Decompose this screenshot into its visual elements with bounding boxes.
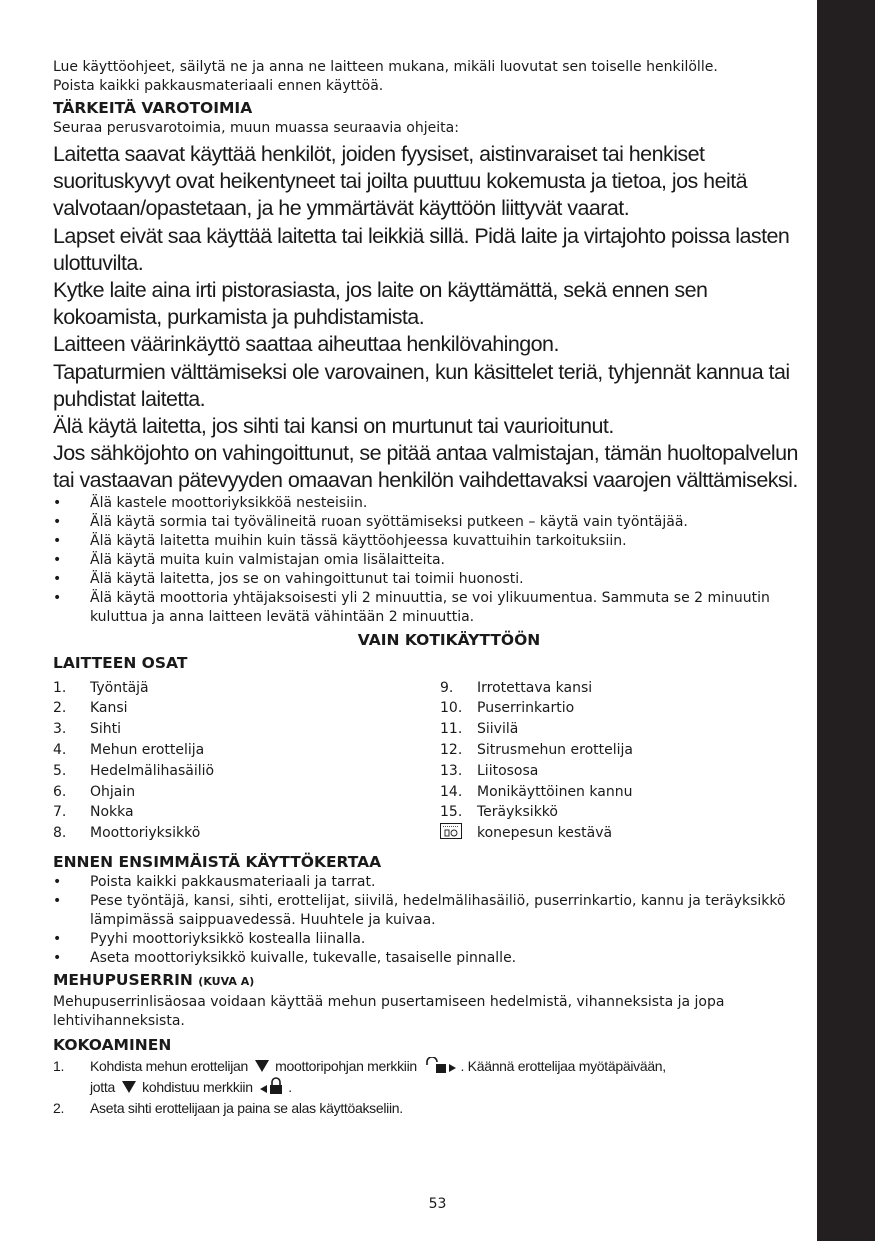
list-item: 5. Hedelmälihasäiliö bbox=[53, 762, 215, 779]
list-item: 2. Kansi bbox=[53, 700, 128, 717]
parts-list bbox=[53, 678, 805, 846]
safety-bullet-list bbox=[53, 494, 805, 627]
list-item: • Pyyhi moottoriyksikkö kostealla liinalla. bbox=[53, 930, 805, 949]
list-item: • Älä kastele moottoriyksikköä nesteisiin. bbox=[53, 494, 805, 513]
dishwasher-icon-wrap bbox=[440, 823, 477, 846]
list-item: • Älä käytä laitetta, jos se on vahingoittunut tai toimii huonosti. bbox=[53, 570, 805, 589]
alignment-triangle-icon bbox=[255, 1060, 269, 1072]
list-item: • Älä käytä laitetta muihin kuin tässä käyttöohjeessa kuvattuihin tarkoituksiin. bbox=[53, 532, 805, 551]
lock-icon bbox=[259, 1077, 285, 1094]
list-item: 7. Nokka bbox=[53, 804, 134, 821]
dishwasher-icon bbox=[440, 823, 462, 839]
juicer-text: Mehupuserrinlisäosaa voidaan käyttää mehun pusertamiseen hedelmistä, vihanneksista ja jopa lehtivihanneksista. bbox=[53, 994, 725, 1030]
parts-heading: LAITTEEN OSAT bbox=[53, 653, 188, 672]
list-item: 12. Sitrusmehun erottelija bbox=[440, 742, 633, 759]
warning-paragraph: Laitteen väärinkäyttö saattaa aiheuttaa henkilövahingon. bbox=[53, 332, 559, 357]
home-use-notice: VAIN KOTIKÄYTTÖÖN bbox=[357, 630, 541, 649]
figure-reference: (KUVA A) bbox=[198, 975, 255, 989]
juicer-heading: MEHUPUSERRIN (KUVA A) bbox=[53, 971, 255, 990]
assembly-heading: KOKOAMINEN bbox=[53, 1036, 172, 1055]
before-first-use-list bbox=[53, 873, 805, 968]
parts-column-left bbox=[53, 678, 440, 846]
section-sidebar bbox=[817, 0, 875, 1241]
safety-heading: TÄRKEITÄ VAROTOIMIA bbox=[53, 99, 253, 117]
list-item: 11. Siivilä bbox=[440, 721, 519, 738]
list-item: 3. Sihti bbox=[53, 721, 122, 738]
warning-paragraph: Älä käytä laitetta, jos sihti tai kansi on murtunut tai vaurioitunut. bbox=[53, 414, 614, 439]
safety-lead: Seuraa perusvarotoimia, muun muassa seuraavia ohjeita: bbox=[53, 120, 459, 136]
step-text: Kohdista mehun erottelijan moottoripohjan merkkiin . Käännä erottelijaa myötäpäivään, jotta kohdistuu merkkiin . bbox=[90, 1058, 666, 1096]
warning-paragraph: Lapset eivät saa käyttää laitetta tai leikkiä sillä. Pidä laite ja virtajohto poissa lasten ulottuvilta. bbox=[53, 223, 790, 275]
list-item: • Aseta moottoriyksikkö kuivalle, tukevalle, tasaiselle pinnalle. bbox=[53, 949, 805, 968]
list-item: 10. Puserrinkartio bbox=[440, 700, 575, 717]
list-item: 4. Mehun erottelija bbox=[53, 742, 205, 759]
page-number: 53 bbox=[428, 1196, 447, 1212]
page-content bbox=[53, 58, 805, 1119]
intro-line: Lue käyttöohjeet, säilytä ne ja anna ne laitteen mukana, mikäli luovutat sen toiselle henkilölle. bbox=[53, 59, 718, 75]
warning-paragraph: Tapaturmien välttämiseksi ole varovainen, kun käsittelet teriä, tyhjennät kannua tai puhdistat laitetta. bbox=[53, 359, 790, 411]
list-item: • Poista kaikki pakkausmateriaali ja tarrat. bbox=[53, 873, 805, 892]
assembly-steps bbox=[53, 1056, 805, 1119]
list-item: 6. Ohjain bbox=[53, 783, 136, 800]
list-item: konepesun kestävä bbox=[440, 823, 805, 846]
intro-line: Poista kaikki pakkausmateriaali ennen käyttöä. bbox=[53, 78, 384, 94]
list-item: 1. Kohdista mehun erottelijan moottoripohjan merkkiin . Käännä erottelijaa myötäpäivään, jotta kohdistuu merkkiin . bbox=[53, 1056, 805, 1098]
list-item: 9. Irrotettava kansi bbox=[440, 679, 593, 696]
parts-column-right bbox=[440, 678, 805, 846]
list-item: 2. Aseta sihti erottelijaan ja paina se alas käyttöakseliin. bbox=[53, 1100, 403, 1117]
list-item: 13. Liitososa bbox=[440, 762, 539, 779]
list-item: • Älä käytä muita kuin valmistajan omia lisälaitteita. bbox=[53, 551, 805, 570]
list-item: • Pese työntäjä, kansi, sihti, erottelijat, siivilä, hedelmälihasäiliö, puserrinkartio, kannu ja teräyksikkö lämpimässä saippuavedessä. Huuhtele ja kuivaa. bbox=[53, 892, 805, 930]
list-item: 14. Monikäyttöinen kannu bbox=[440, 783, 633, 800]
before-first-use-heading: ENNEN ENSIMMÄISTÄ KÄYTTÖKERTAA bbox=[53, 853, 382, 872]
list-item: 8. Moottoriyksikkö bbox=[53, 825, 201, 842]
list-item: • Älä käytä moottoria yhtäjaksoisesti yli 2 minuuttia, se voi ylikuumentua. Sammuta se 2 minuutin kuluttua ja anna laitteen levätä vähintään 2 minuuttia. bbox=[53, 589, 805, 627]
warning-paragraph: Kytke laite aina irti pistorasiasta, jos laite on käyttämättä, sekä ennen sen kokoamista, purkamista ja puhdistamista. bbox=[53, 278, 708, 330]
list-item: 1. Työntäjä bbox=[53, 679, 149, 696]
section-tab-label: käyttöohjeet bbox=[756, 160, 791, 356]
warning-paragraph: Laitetta saavat käyttää henkilöt, joiden fyysiset, aistinvaraiset tai henkiset suorituskyvyt ovat heikentyneet tai joilta puuttuu kokemusta ja tietoa, jos heitä valvotaan/opastetaan, ja he ymmärtävät käyttöön liittyvät vaarat. bbox=[53, 142, 748, 221]
safety-warnings bbox=[53, 141, 805, 495]
alignment-triangle-icon bbox=[122, 1081, 136, 1093]
list-item: • Älä käytä sormia tai työvälineitä ruoan syöttämiseksi putkeen – käytä vain työntäjää. bbox=[53, 513, 805, 532]
warning-paragraph: Jos sähköjohto on vahingoittunut, se pitää antaa valmistajan, tämän huoltopalvelun tai vastaavan pätevyyden omaavan henkilön vaihdettavaksi vaarojen välttämiseksi. bbox=[53, 441, 798, 493]
list-item: 15. Teräyksikkö bbox=[440, 804, 558, 821]
unlock-icon bbox=[424, 1057, 458, 1073]
